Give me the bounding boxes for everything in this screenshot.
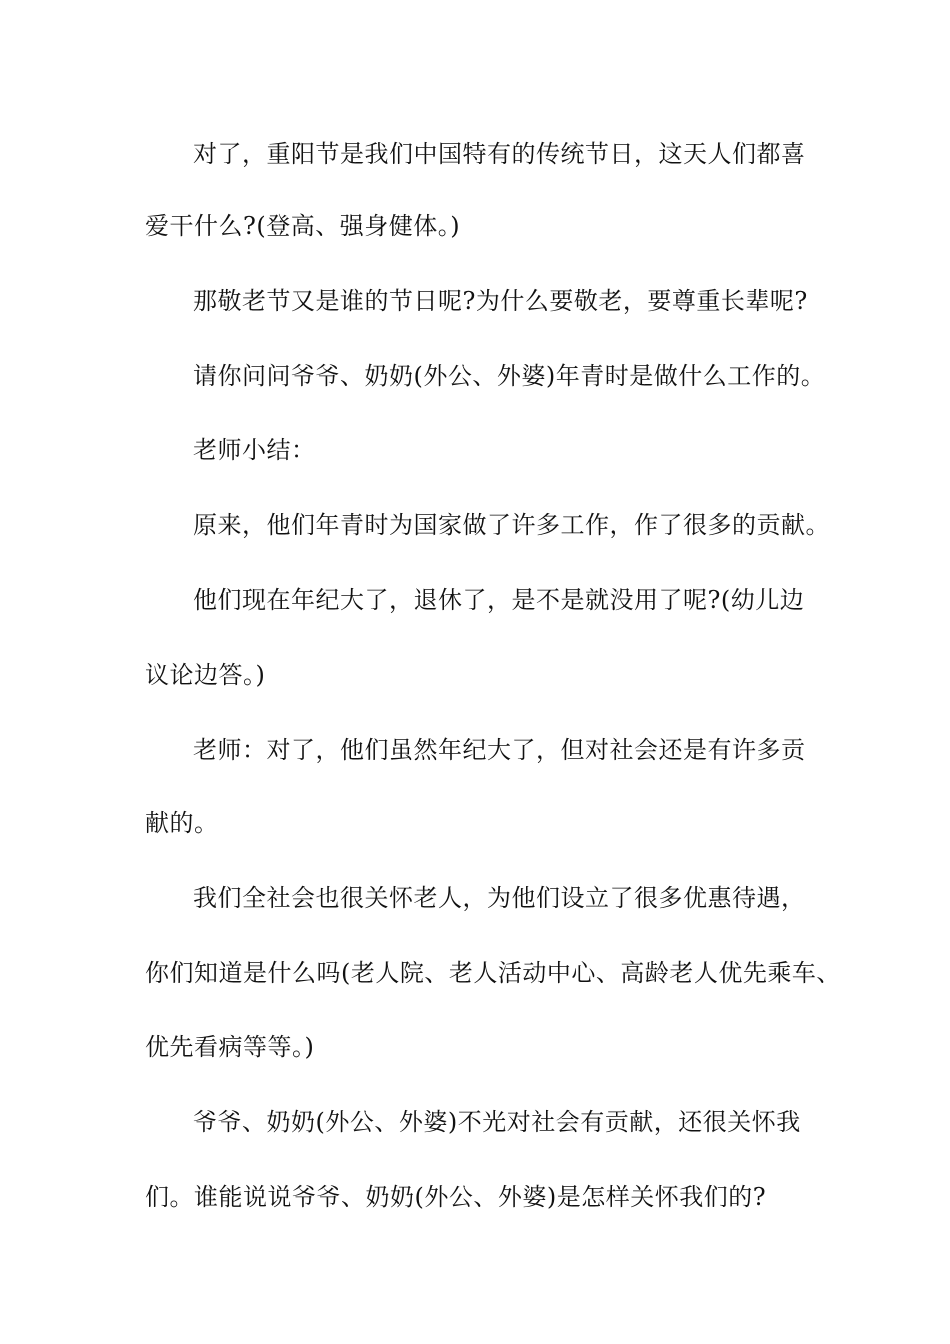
paragraph-line: 老师小结：	[193, 436, 316, 464]
paragraph-line: 那敬老节又是谁的节日呢?为什么要敬老，要尊重长辈呢?	[193, 287, 808, 315]
paragraph-line: 老师：对了，他们虽然年纪大了，但对社会还是有许多贡	[193, 736, 806, 764]
paragraph-line: 你们知道是什么吗(老人院、老人活动中心、高龄老人优先乘车、	[145, 959, 841, 987]
paragraph-line: 他们现在年纪大了，退休了，是不是就没用了呢?(幼儿边	[193, 586, 805, 614]
paragraph-line: 献的。	[145, 809, 219, 837]
paragraph-line: 议论边答。)	[145, 661, 266, 689]
paragraph-line: 对了，重阳节是我们中国特有的传统节日，这天人们都喜	[193, 140, 806, 168]
paragraph-line: 原来，他们年青时为国家做了许多工作，作了很多的贡献。	[193, 511, 830, 539]
paragraph-line: 爷爷、奶奶(外公、外婆)不光对社会有贡献，还很关怀我	[193, 1108, 801, 1136]
paragraph-line: 们。谁能说说爷爷、奶奶(外公、外婆)是怎样关怀我们的?	[145, 1183, 767, 1211]
paragraph-line: 我们全社会也很关怀老人，为他们设立了很多优惠待遇，	[193, 884, 806, 912]
paragraph-line: 请你问问爷爷、奶奶(外公、外婆)年青时是做什么工作的。	[193, 362, 826, 390]
paragraph-line: 爱干什么?(登高、强身健体。)	[145, 212, 461, 240]
paragraph-line: 优先看病等等。)	[145, 1033, 315, 1061]
